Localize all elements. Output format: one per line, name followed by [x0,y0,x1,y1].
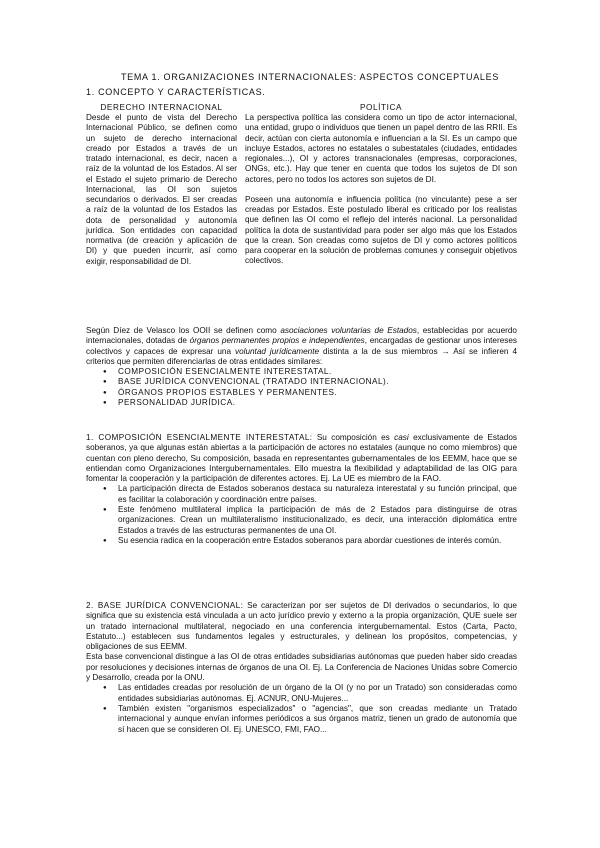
list-item: ● La participación directa de Estados soberanos destaca su naturaleza interestatal y su función principal, que es facilitar la colaboración y coordinación entre países. [86,484,517,505]
right-column-paragraph-2: Poseen una autonomía e influencia política (no vinculante) pese a ser creadas por Estados. Este postulado liberal es criticado por los realistas que definen las OI como el reflejo del interés nacional. La personalidad política la dota de sustantividad para poder ser algo más que los Estados que la crean. Son creadas como sujetos de DI y como actores políticos para cooperar en la solución de problemas comunes y conseguir objetivos colectivos. [245,194,517,266]
list-item: ● Este fenómeno multilateral implica la participación de más de 2 Estados para distinguirse de otras organizaciones. Crean un multilateralismo institucionalizado, es decir, una interacción diplomática entre Estados a través de las estructuras permanentes de una OI. [86,505,517,536]
criteria-item: ● BASE JURÍDICA CONVENCIONAL (TRATADO INTERNACIONAL). [86,377,517,387]
section-2-lead: 2. BASE JURÍDICA CONVENCIONAL: [86,601,244,610]
intro-block [86,326,517,408]
section-heading: 1. CONCEPTO Y CARACTERÍSTICAS. [86,87,266,97]
intro-emphasis-3: voluntad jurídicamente [234,346,320,356]
section-1-text-1: Su composición es [312,433,395,442]
criteria-list [86,367,517,408]
section-2-paragraph-2: Esta base convencional distingue a las OI de otras entidades subsidiarias autónomas que pueden haber sido creadas por resoluciones y decisiones internas de órganos de una OI. Ej. La Conferencia de Naciones Unidas sobre Comercio y Desarrollo, creada por la ONU. [86,652,517,683]
section-2-block [86,601,517,735]
left-column-text: Desde el punto de vista del Derecho Internacional Público, se definen como un sujeto de derecho internacional creado por Estados a través de un tratado internacional, es decir, nacen a raíz de la voluntad de los Estados. Al ser el Estado el sujeto primario de Derecho Internacional, las OI son sujetos secundarios o derivados. El ser creadas a raíz de la voluntad de los Estados las dota de personalidad y autonomía jurídica. Son entidades con capacidad normativa (de creación y aplicación de DI) y que pueden incurrir, así como exigir, responsabilidad de DI. [86,113,237,266]
intro-paragraph [86,326,517,367]
criteria-item: ● PERSONALIDAD JURÍDICA. [86,398,517,408]
list-item: ● Su esencia radica en la cooperación entre Estados soberanos para abordar cuestiones de interés común. [86,536,517,546]
left-column-title: DERECHO INTERNACIONAL [100,103,223,112]
list-item: ● También existen "organismos especializados" o "agencias", que son creadas mediante un Tratado internacional y aunque envían informes periódicos a sus órganos matriz, tienen un grado de autonomía que sí hacen que se consideren OI. Ej. UNESCO, FMI, FAO... [86,704,517,735]
right-column-title: POLÍTICA [359,103,403,112]
intro-emphasis-2: órganos permanentes propios e independientes [189,336,365,346]
section-1-emphasis: casi [394,433,409,442]
right-column [245,102,517,267]
list-item: ● Las entidades creadas por resolución de un órgano de la OI (y no por un Tratado) son consideradas como entidades subsidiarias autónomas. Ej. ACNUR, ONU-Mujeres... [86,683,517,704]
intro-text-2: , establecidas por acuerdo internacionales, dotadas de [86,326,517,346]
section-1-bullet-list [86,484,517,546]
right-column-paragraph-1: La perspectiva política las considera como un tipo de actor internacional, una entidad, grupo o individuos que tienen un papel dentro de las RRII. Es decir, actúan con cierta autonomía e influencian a la SI. Es un campo que incluye Estados, actores no estatales o subestatales (ciudades, entidades regionales...), OI y actores transnacionales (empresas, corporaciones, ONGs, etc.). Hay que tener en cuenta que todos los sujetos de DI son actores, pero no todos los actores son sujetos de DI. [245,113,517,184]
section-2-bullet-list [86,683,517,734]
section-2-paragraph-1 [86,601,517,652]
document-title: TEMA 1. ORGANIZACIONES INTERNACIONALES: ASPECTOS CONCEPTUALES [120,72,500,82]
section-1-text-2: exclusivamente de Estados soberanos, ya que algunas están abiertas a la participación de actores no estatales (aunque no como miembros) que cuentan con pleno derecho, Su composición, basada en representantes gubernamentales de los EEMM, hace que se entiendan como Organizaciones Intergubernamentales. Ello muestra la flexibilidad y adaptabilidad de las OIG para fomentar la cooperación y la participación de diferentes actores. Ej. La UE es miembro de la FAO. [86,433,517,484]
intro-text-4: distinta a la de sus miembros → Así se infieren 4 criterios que permiten diferenciarlas de otras entidades similares: [86,346,517,366]
section-1-block [86,433,517,546]
criteria-item: ● COMPOSICIÓN ESENCIALMENTE INTERESTATAL. [86,367,517,377]
intro-text-3: , encargadas de gestionar unos intereses colectivos y capaces de expresar una [86,336,517,356]
section-2-text-1: Se caracterizan por ser sujetos de DI derivados o secundarios, lo que significa que su existencia está vinculada a un acto jurídico previo y externo a la propia organización, QUE suele ser un tratado internacional multilateral, negociado en una conferencia intergubernamental. Estos (Carta, Pacto, Estatuto...) establecen sus fundamentos legales y estructurales, y delinean los propósitos, competencias, y obligaciones de sus EEMM. [86,601,517,652]
intro-text-1: Según Díez de Velasco los OOII se definen como [86,326,281,335]
intro-emphasis-1: asociaciones voluntarias de Estados [280,326,417,335]
section-1-paragraph [86,433,517,484]
criteria-item: ● ÓRGANOS PROPIOS ESTABLES Y PERMANENTES. [86,388,517,398]
section-1-lead: 1. COMPOSICIÓN ESENCIALMENTE INTERESTATAL: [86,433,313,442]
left-column [86,102,237,267]
